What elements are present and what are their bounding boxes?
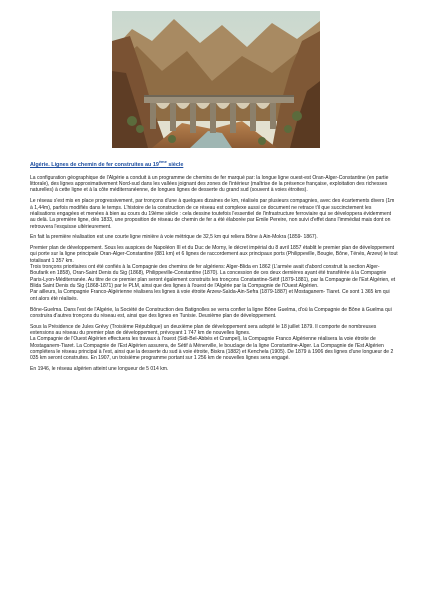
paragraph-priority-sections: Trois tronçons prioritaires ont été confiés à la Compagnie des chemins de fer algériens: Alger-Blida en 1862 (L'armée avait d'abord construit la section Alger-Boufarik en 1858), Oran-Saint Denis du Sig (1868), Philippeville-Constantine (1870). La concession de ces deux dernières ayant été transférée à la Compagnie Paris-Lyon-Méditerranée. Au titre de ce premier plan seront également construits les tronçons Constantine-Sétif (1879-1881), par la Compagnie de l'Est Algérien, et Blida Saint Denis du Sig (1868-1871) par le PLM, ainsi que des lignes à l'ouest de l'Algérie par la Compagnie de l'Ouest Algérien. — [30, 264, 396, 290]
paragraph-franco-algerienne: Par ailleurs, la Compagnie Franco-Algérienne réalisera les lignes à voie étroite Arzew-Saïda-Ain-Sefra (1879-1887) et Mostaganem- Tiaret. Ce sont 1 365 km qui ont alors été réalisés. — [30, 289, 390, 302]
paragraph-1946-length: En 1946, le réseau algérien atteint une longueur de 5 014 km. — [30, 366, 169, 373]
paragraph-network-history: Le réseau s'est mis en place progressivement, par tronçons d'une à quelques dizaines de km, réalisés par plusieurs compagnies, avec des écartements divers (1m à 1,44m), parfois modifiés dans le temps. L'histoire de la construction de ce réseau est complexe aussi ce document ne retrace t'il que succinctement les réalisations engagées et menées à bien au cours du 19ème siècle : cela dessine toutefois l'essentiel de l'infrastructure ferroviaire qui se développera évidemment au delà. La première ligne, dès 1833, une proposition de réseau de chemin de fer a été élaborée par Emile Pereire, non suivi d'effet dans l'immédiat mais dont on retrouvera l'esquisse ultérieurement. — [30, 198, 395, 230]
paragraph-first-line: En fait la première réalisation est une courte ligne minière à voie métrique de 32,5 km qui reliera Bône à Ain-Mokra (1859- 1867). — [30, 234, 318, 241]
paragraph-first-plan: Premier plan de développement. Sous les auspices de Napoléon III et du Duc de Morny, le décret impérial du 8 avril 1857 établit le premier plan de développement qui porte sur la ligne principale Oran-Alger-Constantine (881 km) et 6 lignes de raccordement aux principaux ports (Philippeville, Bougie, Bône, Ténès, Arzew) le tout totalisant 1 357 km. — [30, 245, 398, 264]
paragraph-second-plan: Sous la Présidence de Jules Grévy (Troisième République) un deuxième plan de développement sera adopté le 18 juillet 1879. Il comporte de nombreuses extensions au réseau du premier plan de développement, prévoyant 1 747 km de nouvelles lignes. — [30, 323, 377, 336]
railway-viaduct-illustration — [112, 11, 320, 148]
article-body — [30, 158, 398, 377]
article-title: Algérie. Lignes de chemin de fer construites au 19ème siècle — [30, 159, 184, 168]
header-photo — [112, 11, 320, 148]
paragraph-companies-works: La Compagnie de l'Ouest Algérien effectuera les travaux à l'ouest (Sidi-Bel-Abbès et Crampel), la Compagnie Franco Algérienne réalisera la voie étroite de Mostaganem-Tiaret. La Compagnie de l'Est Algérien assurera, de Sétif à Ménerville, le bouclage de la ligne Constantine-Alger. La Compagnie de l'Est Algérien complétera le réseau principal à l'est, ainsi que la desserte du sud à voie étroite, Biskra (1882) et Kenchela (1905). De 1879 à 1906 des lignes d'une longueur de 2 035 km seront construites. En 1907, un troisième programme portant sur 1 256 km de nouvelles lignes sera engagé. — [30, 336, 394, 362]
paragraph-geography: La configuration géographique de l'Algérie a conduit à un programme de chemins de fer marqué par: la longue ligne ouest-est Oran-Alger-Constantine (en partie littorale), des lignes approximativement Nord-sud dans les vallées joignant des zones de l'intérieur (maîtrise de la présence française, exploitation des richesses naturelles) à cette ligne et à la côte méditerranéenne, de longues lignes de desserte du grand sud (souvent à voies étroites). — [30, 174, 389, 194]
paragraph-bone-guelma: Bône-Guelma. Dans l'est de l'Algérie, la Société de Construction des Batignolles se verra confier la ligne Bône Guelma, d'où la Compagnie de Bône à Guelma qui construira d'autres tronçons du réseau est, ainsi que des lignes en Tunisie. Deuxième plan de développement. — [30, 306, 392, 319]
